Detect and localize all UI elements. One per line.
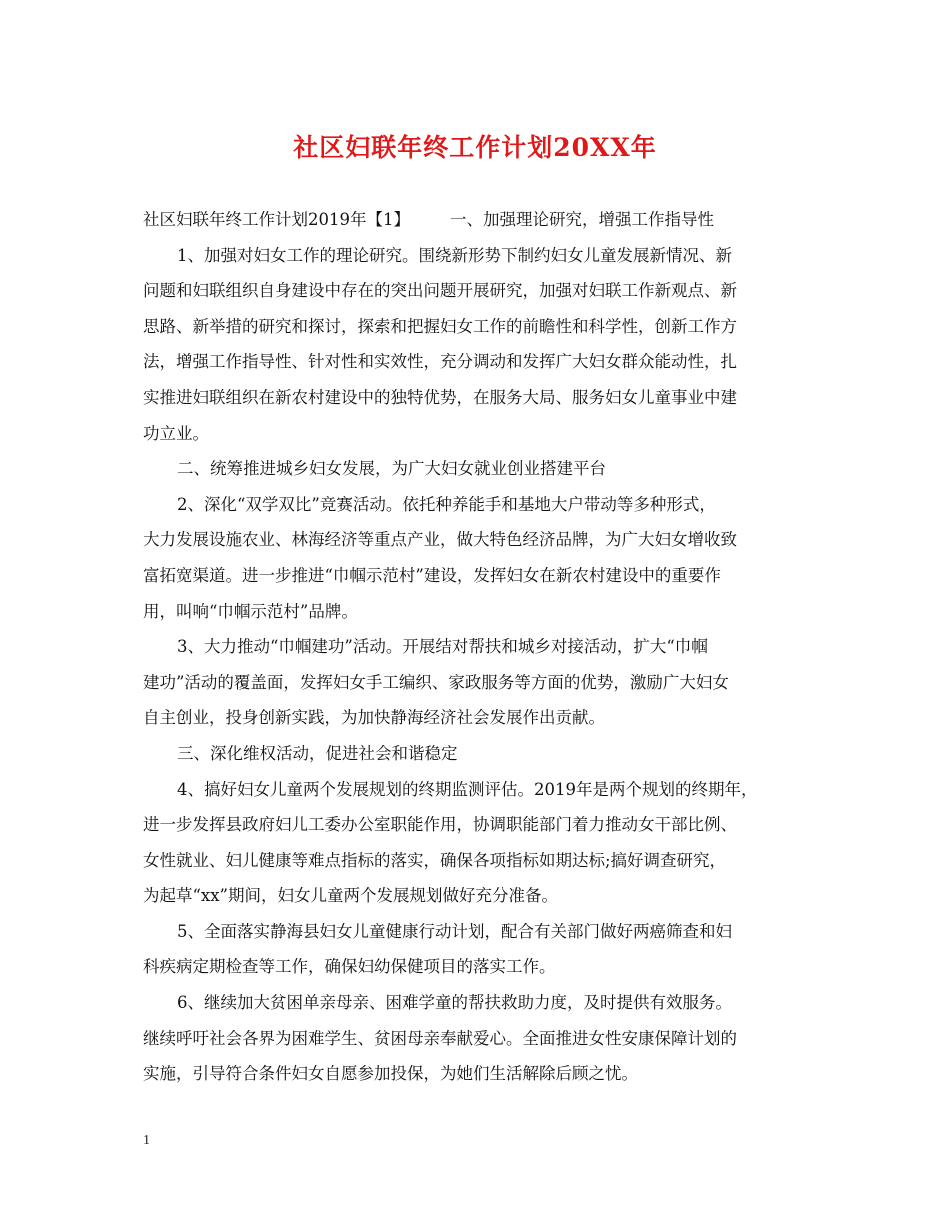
text-line: 法，增强工作指导性、针对性和实效性，充分调动和发挥广大妇女群众能动性，扎 — [143, 352, 737, 372]
text-line: 6、继续加大贫困单亲母亲、困难学童的帮扶救助力度，及时提供有效服务。 — [177, 993, 732, 1013]
text-line: 建功”活动的覆盖面，发挥妇女手工编织、家政服务等方面的优势，激励广大妇女 — [143, 672, 729, 692]
text-line: 5、全面落实静海县妇女儿童健康行动计划，配合有关部门做好两癌筛查和妇 — [177, 921, 732, 941]
paragraph-lines — [143, 238, 815, 1092]
document-title: 社区妇联年终工作计划20XX年 — [293, 133, 657, 162]
text-line: 功立业。 — [143, 423, 209, 443]
text-line: 用，叫响“巾帼示范村”品牌。 — [143, 601, 358, 621]
text-line: 自主创业，投身创新实践，为加快静海经济社会发展作出贡献。 — [143, 708, 605, 728]
intro-line — [143, 202, 815, 238]
text-line: 4、搞好妇女儿童两个发展规划的终期监测评估。2019年是两个规划的终期年， — [177, 779, 758, 799]
text-line: 为起草“xx”期间，妇女儿童两个发展规划做好充分准备。 — [143, 886, 558, 906]
text-line: 大力发展设施农业、林海经济等重点产业，做大特色经济品牌，为广大妇女增收致 — [143, 530, 737, 550]
document-body — [143, 202, 815, 1092]
text-line: 继续呼吁社会各界为困难学生、贫困母亲奉献爱心。全面推进女性安康保障计划的 — [143, 1028, 737, 1048]
text-line: 进一步发挥县政府妇儿工委办公室职能作用，协调职能部门着力推动女干部比例、 — [143, 815, 737, 835]
text-line: 实推进妇联组织在新农村建设中的独特优势，在服务大局、服务妇女儿童事业中建 — [143, 387, 737, 407]
section-heading-1: 一、加强理论研究，增强工作指导性 — [450, 210, 714, 229]
text-line: 1、加强对妇女工作的理论研究。围绕新形势下制约妇女儿童发展新情况、新 — [177, 245, 732, 265]
text-line: 三、深化维权活动，促进社会和谐稳定 — [177, 743, 458, 763]
text-line: 富拓宽渠道。进一步推进“巾帼示范村”建设，发挥妇女在新农村建设中的重要作 — [143, 565, 721, 585]
text-line: 科疾病定期检查等工作，确保妇幼保健项目的落实工作。 — [143, 957, 556, 977]
text-line: 3、大力推动“巾帼建功”活动。开展结对帮扶和城乡对接活动，扩大“巾帼 — [177, 637, 708, 657]
text-line: 二、统筹推进城乡妇女发展，为广大妇女就业创业搭建平台 — [177, 459, 606, 479]
page-number: 1 — [143, 1133, 150, 1148]
text-line: 2、深化“双学双比”竞赛活动。依托种养能手和基地大户带动等多种形式， — [177, 494, 716, 514]
text-line: 女性就业、妇儿健康等难点指标的落实，确保各项指标如期达标;搞好调查研究， — [143, 850, 727, 870]
document-subtitle: 社区妇联年终工作计划2019年【1】 — [143, 210, 410, 229]
text-line: 问题和妇联组织自身建设中存在的突出问题开展研究，加强对妇联工作新观点、新 — [143, 281, 737, 301]
text-line: 实施，引导符合条件妇女自愿参加投保，为她们生活解除后顾之忧。 — [143, 1064, 638, 1084]
text-line: 思路、新举措的研究和探讨，探索和把握妇女工作的前瞻性和科学性，创新工作方 — [143, 316, 737, 336]
